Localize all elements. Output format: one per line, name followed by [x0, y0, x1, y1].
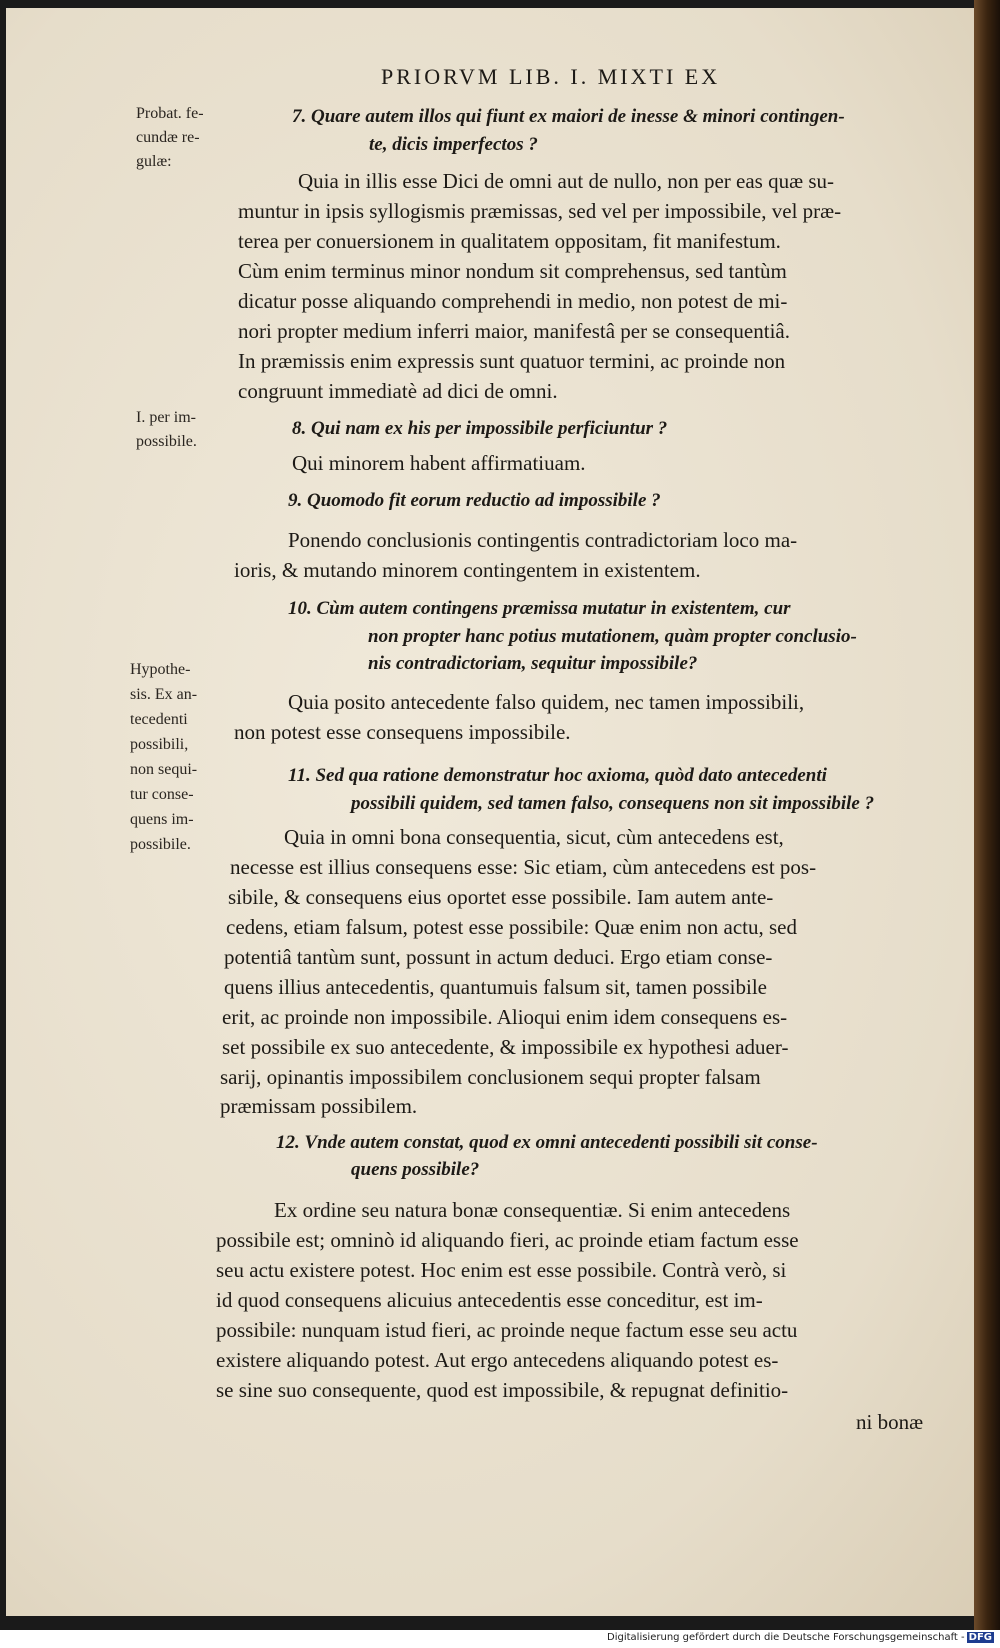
answer-7-line-5: dicatur posse aliquando comprehendi in medio, non potest de mi- [238, 289, 788, 313]
answer-7-line-1: Quia in illis esse Dici de omni aut de nullo, non per eas quæ su- [298, 169, 834, 193]
running-header: PRIORVM LIB. I. MIXTI EX [381, 64, 721, 89]
answer-10-line-2: non potest esse consequens impossibile. [234, 720, 571, 744]
answer-10-line-1: Quia posito antecedente falso quidem, nec tamen impossibili, [288, 690, 805, 714]
question-9: 9. Quomodo fit eorum reductio ad impossibile ? [288, 490, 661, 511]
answer-7-line-3: terea per conuersionem in qualitatem oppositam, fit manifestum. [238, 229, 781, 253]
answer-7-line-2: muntur in ipsis syllogismis præmissas, sed vel per impossibile, vel præ- [238, 199, 842, 223]
answer-9-line-1: Ponendo conclusionis contingentis contradictoriam loco ma- [288, 528, 798, 552]
answer-11-line-5: potentiâ tantùm sunt, possunt in actum deduci. Ergo etiam conse- [224, 945, 773, 969]
answer-9-line-2: ioris, & mutando minorem contingentem in existentem. [234, 558, 701, 582]
question-10-line-3: nis contradictoriam, sequitur impossibile? [368, 653, 698, 674]
margin-note-1-line-2: cundæ re- [136, 129, 200, 146]
credit-text: Digitalisierung gefördert durch die Deutsche Forschungsgemeinschaft - [607, 1632, 965, 1643]
answer-12-line-7: se sine suo consequente, quod est impossibile, & repugnat definitio- [216, 1378, 789, 1402]
answer-11-line-4: cedens, etiam falsum, potest esse possibile: Quæ enim non actu, sed [226, 915, 797, 939]
digitization-credit [607, 1632, 994, 1643]
margin-note-2-line-2: possibile. [136, 433, 197, 450]
margin-note-1-line-1: Probat. fe- [136, 105, 204, 122]
answer-12-line-3: seu actu existere potest. Hoc enim est esse possibile. Contrà verò, si [216, 1258, 787, 1282]
book-binding-edge [974, 0, 1000, 1630]
question-12-line-2: quens possibile? [351, 1159, 480, 1180]
margin-note-3-line-7: quens im- [130, 811, 194, 828]
margin-note-1-line-3: gulæ: [136, 153, 172, 170]
margin-note-3-line-4: possibili, [130, 736, 189, 753]
margin-note-3-line-2: sis. Ex an- [130, 686, 198, 703]
question-12-line-1: 12. Vnde autem constat, quod ex omni antecedenti possibili sit conse- [276, 1132, 818, 1153]
question-11-line-1: 11. Sed qua ratione demonstratur hoc axioma, quòd dato antecedenti [288, 765, 827, 786]
question-10-line-2: non propter hanc potius mutationem, quàm propter conclusio- [368, 626, 857, 647]
answer-12-line-5: possibile: nunquam istud fieri, ac proinde neque factum esse seu actu [216, 1318, 798, 1342]
answer-12-line-2: possibile est; omninò id aliquando fieri, ac proinde etiam factum esse [216, 1228, 799, 1252]
dfg-logo: DFG [968, 1632, 992, 1643]
answer-8: Qui minorem habent affirmatiuam. [292, 451, 586, 475]
answer-7-line-8: congruunt immediatè ad dici de omni. [238, 379, 558, 403]
answer-11-line-6: quens illius antecedentis, quantumuis falsum sit, tamen possibile [224, 975, 768, 999]
answer-7-line-7: In præmissis enim expressis sunt quatuor termini, ac proinde non [238, 349, 786, 373]
answer-11-line-9: sarij, opinantis impossibilem conclusionem sequi propter falsam [220, 1065, 761, 1089]
margin-note-3-line-3: tecedenti [130, 711, 188, 728]
answer-11-line-2: necesse est illius consequens esse: Sic etiam, cùm antecedens est pos- [230, 855, 817, 879]
answer-7-line-6: nori propter medium inferri maior, manifestâ per se consequentiâ. [238, 319, 790, 343]
answer-12-line-1: Ex ordine seu natura bonæ consequentiæ. Si enim antecedens [274, 1198, 791, 1222]
margin-note-3-line-6: tur conse- [130, 786, 194, 803]
question-11-line-2: possibili quidem, sed tamen falso, consequens non sit impossibile ? [351, 793, 875, 814]
margin-note-3-line-8: possibile. [130, 836, 191, 853]
catchword: ni bonæ [856, 1410, 924, 1434]
answer-12-line-4: id quod consequens alicuius antecedentis esse conceditur, est im- [216, 1288, 763, 1312]
answer-7-line-4: Cùm enim terminus minor nondum sit comprehensus, sed tantùm [238, 259, 787, 283]
margin-note-2-line-1: I. per im- [136, 409, 196, 426]
question-10-line-1: 10. Cùm autem contingens præmissa mutatur in existentem, cur [288, 598, 791, 619]
answer-11-line-8: set possibile ex suo antecedente, & impossibile ex hypothesi aduer- [222, 1035, 789, 1059]
question-7-line-2: te, dicis imperfectos ? [369, 134, 538, 155]
answer-11-line-10: præmissam possibilem. [220, 1094, 418, 1118]
answer-11-line-7: erit, ac proinde non impossibile. Alioqui enim idem consequens es- [222, 1005, 788, 1029]
question-7-line-1: 7. Quare autem illos qui fiunt ex maiori de inesse & minori contingen- [292, 106, 845, 127]
answer-11-line-3: sibile, & consequens eius oportet esse possibile. Iam autem ante- [228, 885, 774, 909]
margin-note-3-line-1: Hypothe- [130, 661, 191, 678]
answer-12-line-6: existere aliquando potest. Aut ergo antecedens aliquando potest es- [216, 1348, 779, 1372]
book-page [6, 8, 988, 1616]
answer-11-line-1: Quia in omni bona consequentia, sicut, cùm antecedens est, [284, 825, 784, 849]
question-8: 8. Qui nam ex his per impossibile perficiuntur ? [292, 418, 668, 439]
margin-note-3-line-5: non sequi- [130, 761, 198, 778]
